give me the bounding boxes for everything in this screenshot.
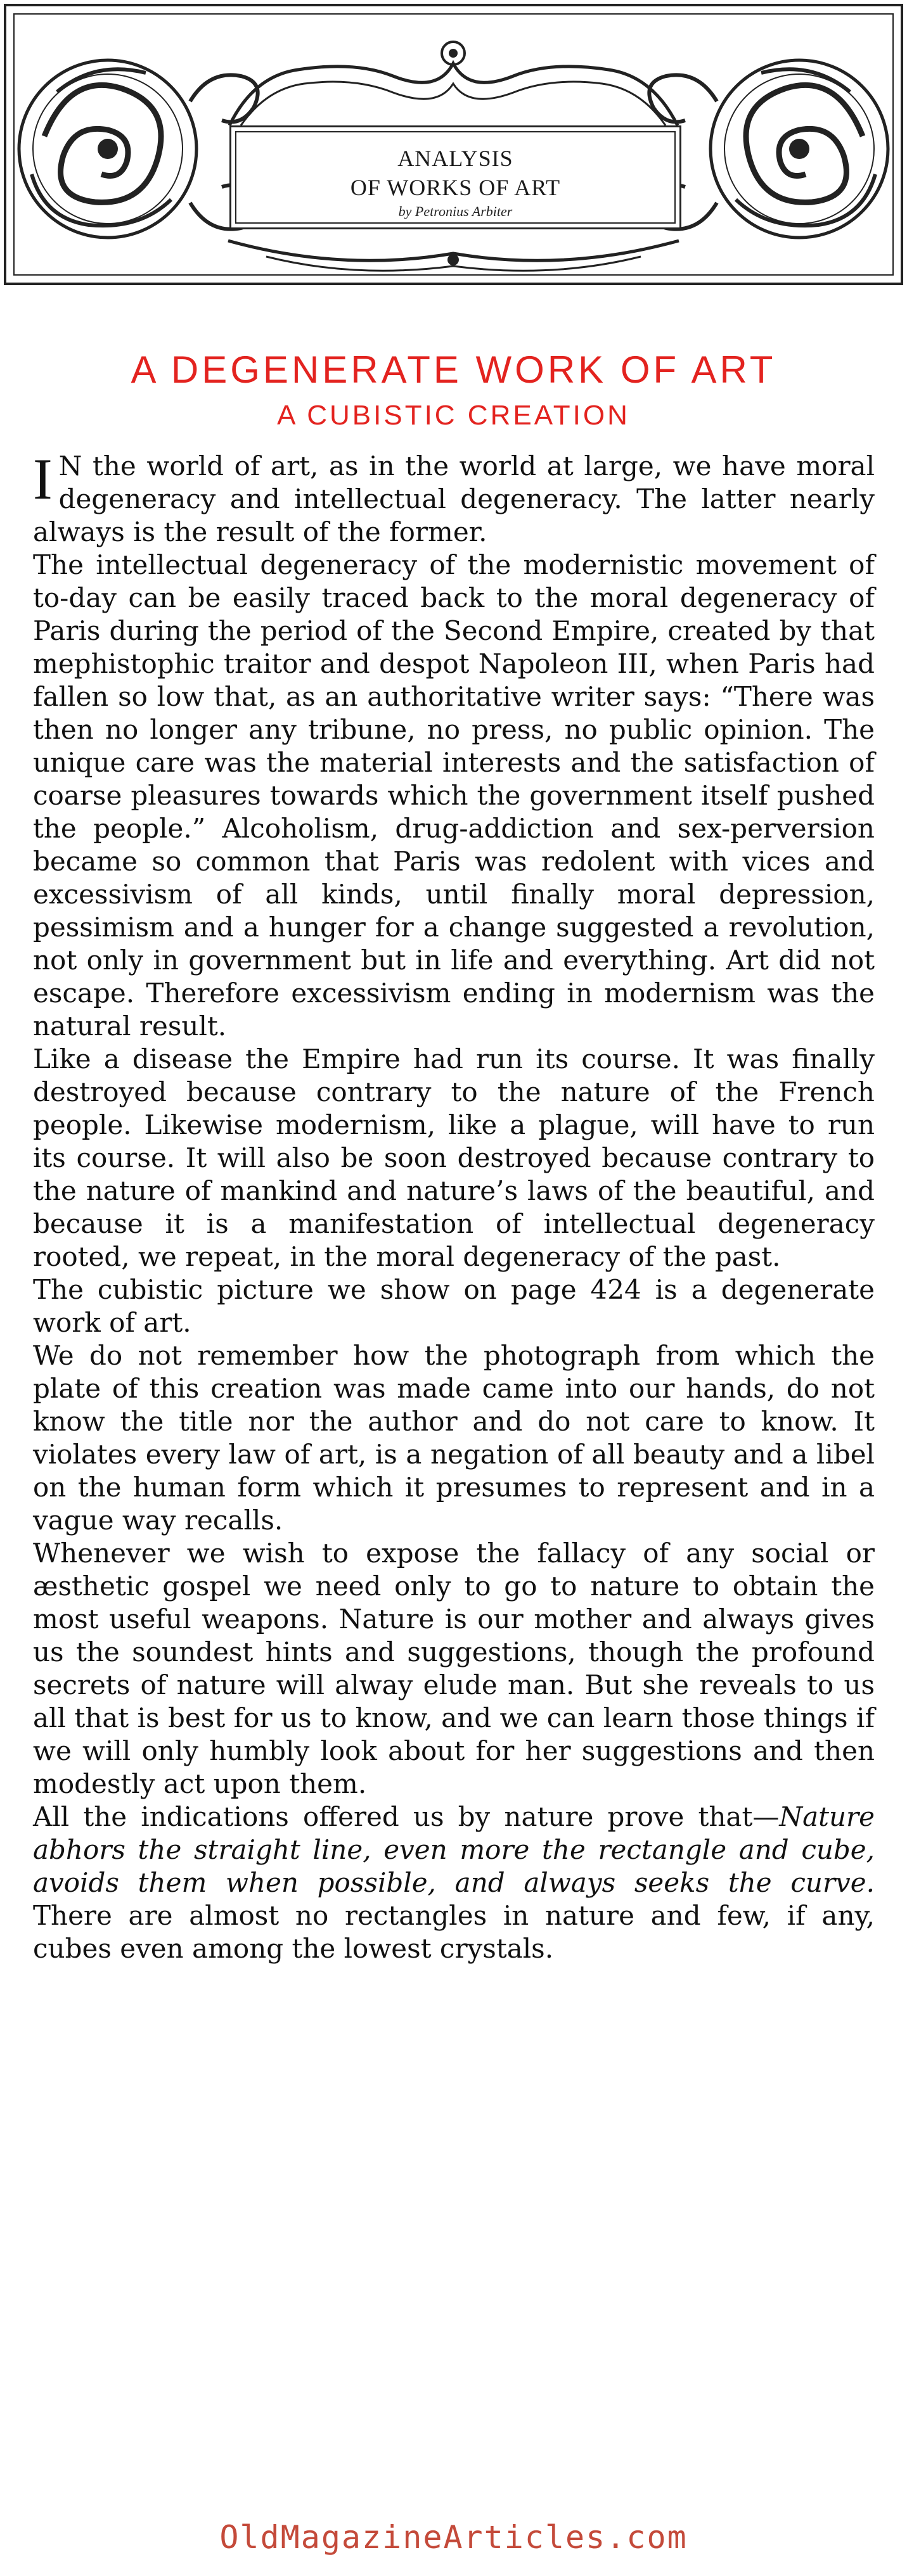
article-paragraph-2: The intellectual degeneracy of the modernistic movement of to-day can be easily traced back to the moral degeneracy of Paris during the period of the Second Empire, created by that mephistophic traitor and despot Napoleon III, when Paris had fallen so low that, as an authoritative writer says: “There was then no longer any tribune, no press, no public opinion. The unique care was the material interests and the satisfaction of coarse pleasures towards which the government itself pushed the people.” Alcoholism, drug-addiction and sex-perversion became so common that Paris was redolent with vices and excessivism of all kinds, until finally moral depression, pessimism and a hunger for a change suggested a revolution, not only in government but in life and everything. Art did not escape. Therefore excessivism ending in modernism was the natural result. xyxy=(33,549,875,1042)
paragraph-7-start: All the indications offered us by nature prove that— xyxy=(33,1801,780,1832)
article-subtitle: A CUBISTIC CREATION xyxy=(277,400,630,431)
masthead-byline: by Petronius Arbiter xyxy=(398,203,513,219)
article-body xyxy=(33,447,875,1965)
article-title: A DEGENERATE WORK OF ART xyxy=(131,348,776,391)
article-paragraph-1 xyxy=(33,447,875,549)
drop-cap: I xyxy=(33,447,53,511)
paragraph-1-text: N the world of art, as in the world at large, we have moral degeneracy and intellectual degeneracy. The latter nearly always is the result of the former. xyxy=(33,450,875,547)
ornamental-masthead xyxy=(0,0,907,288)
right-rosette xyxy=(711,60,888,238)
article-paragraph-7 xyxy=(33,1801,875,1965)
paragraph-7-italic: Nature abhors the straight line, even more the rectangle and cube, avoids them when possible, and always seeks the curve. xyxy=(33,1801,875,1898)
article-paragraph-4: The cubistic picture we show on page 424 is a degenerate work of art. xyxy=(33,1274,875,1338)
paragraph-7-end: There are almost no rectangles in nature and few, if any, cubes even among the lowest crystals. xyxy=(33,1900,875,1964)
left-rosette xyxy=(19,60,196,238)
article-paragraph-5: We do not remember how the photograph from which the plate of this creation was made came into our hands, do not know the title nor the author and do not care to know. It violates every law of art, is a negation of all beauty and a libel on the human form which it presumes to represent and in a vague way recalls. xyxy=(33,1340,875,1536)
masthead-plaque xyxy=(229,125,681,229)
source-watermark: OldMagazineArticles.com xyxy=(219,2519,688,2556)
masthead-title-line2: OF WORKS OF ART xyxy=(350,175,561,200)
masthead-title-line1: ANALYSIS xyxy=(397,146,513,171)
article-paragraph-3: Like a disease the Empire had run its course. It was finally destroyed because contrary to the nature of the French people. Likewise modernism, like a plague, will have to run its course. It will also be soon destroyed because contrary to the nature of mankind and nature’s laws of the beautiful, and because it is a manifestation of intellectual degeneracy rooted, we repeat, in the moral degeneracy of the past. xyxy=(33,1043,875,1272)
article-paragraph-6: Whenever we wish to expose the fallacy of any social or æsthetic gospel we need only to go to nature to obtain the most useful weapons. Nature is our mother and always gives us the soundest hints and suggestions, though the profound secrets of nature will alway elude man. But she reveals to us all that is best for us to know, and we can learn those things if we will only humbly look about for her suggestions and then modestly act upon them. xyxy=(33,1538,875,1799)
